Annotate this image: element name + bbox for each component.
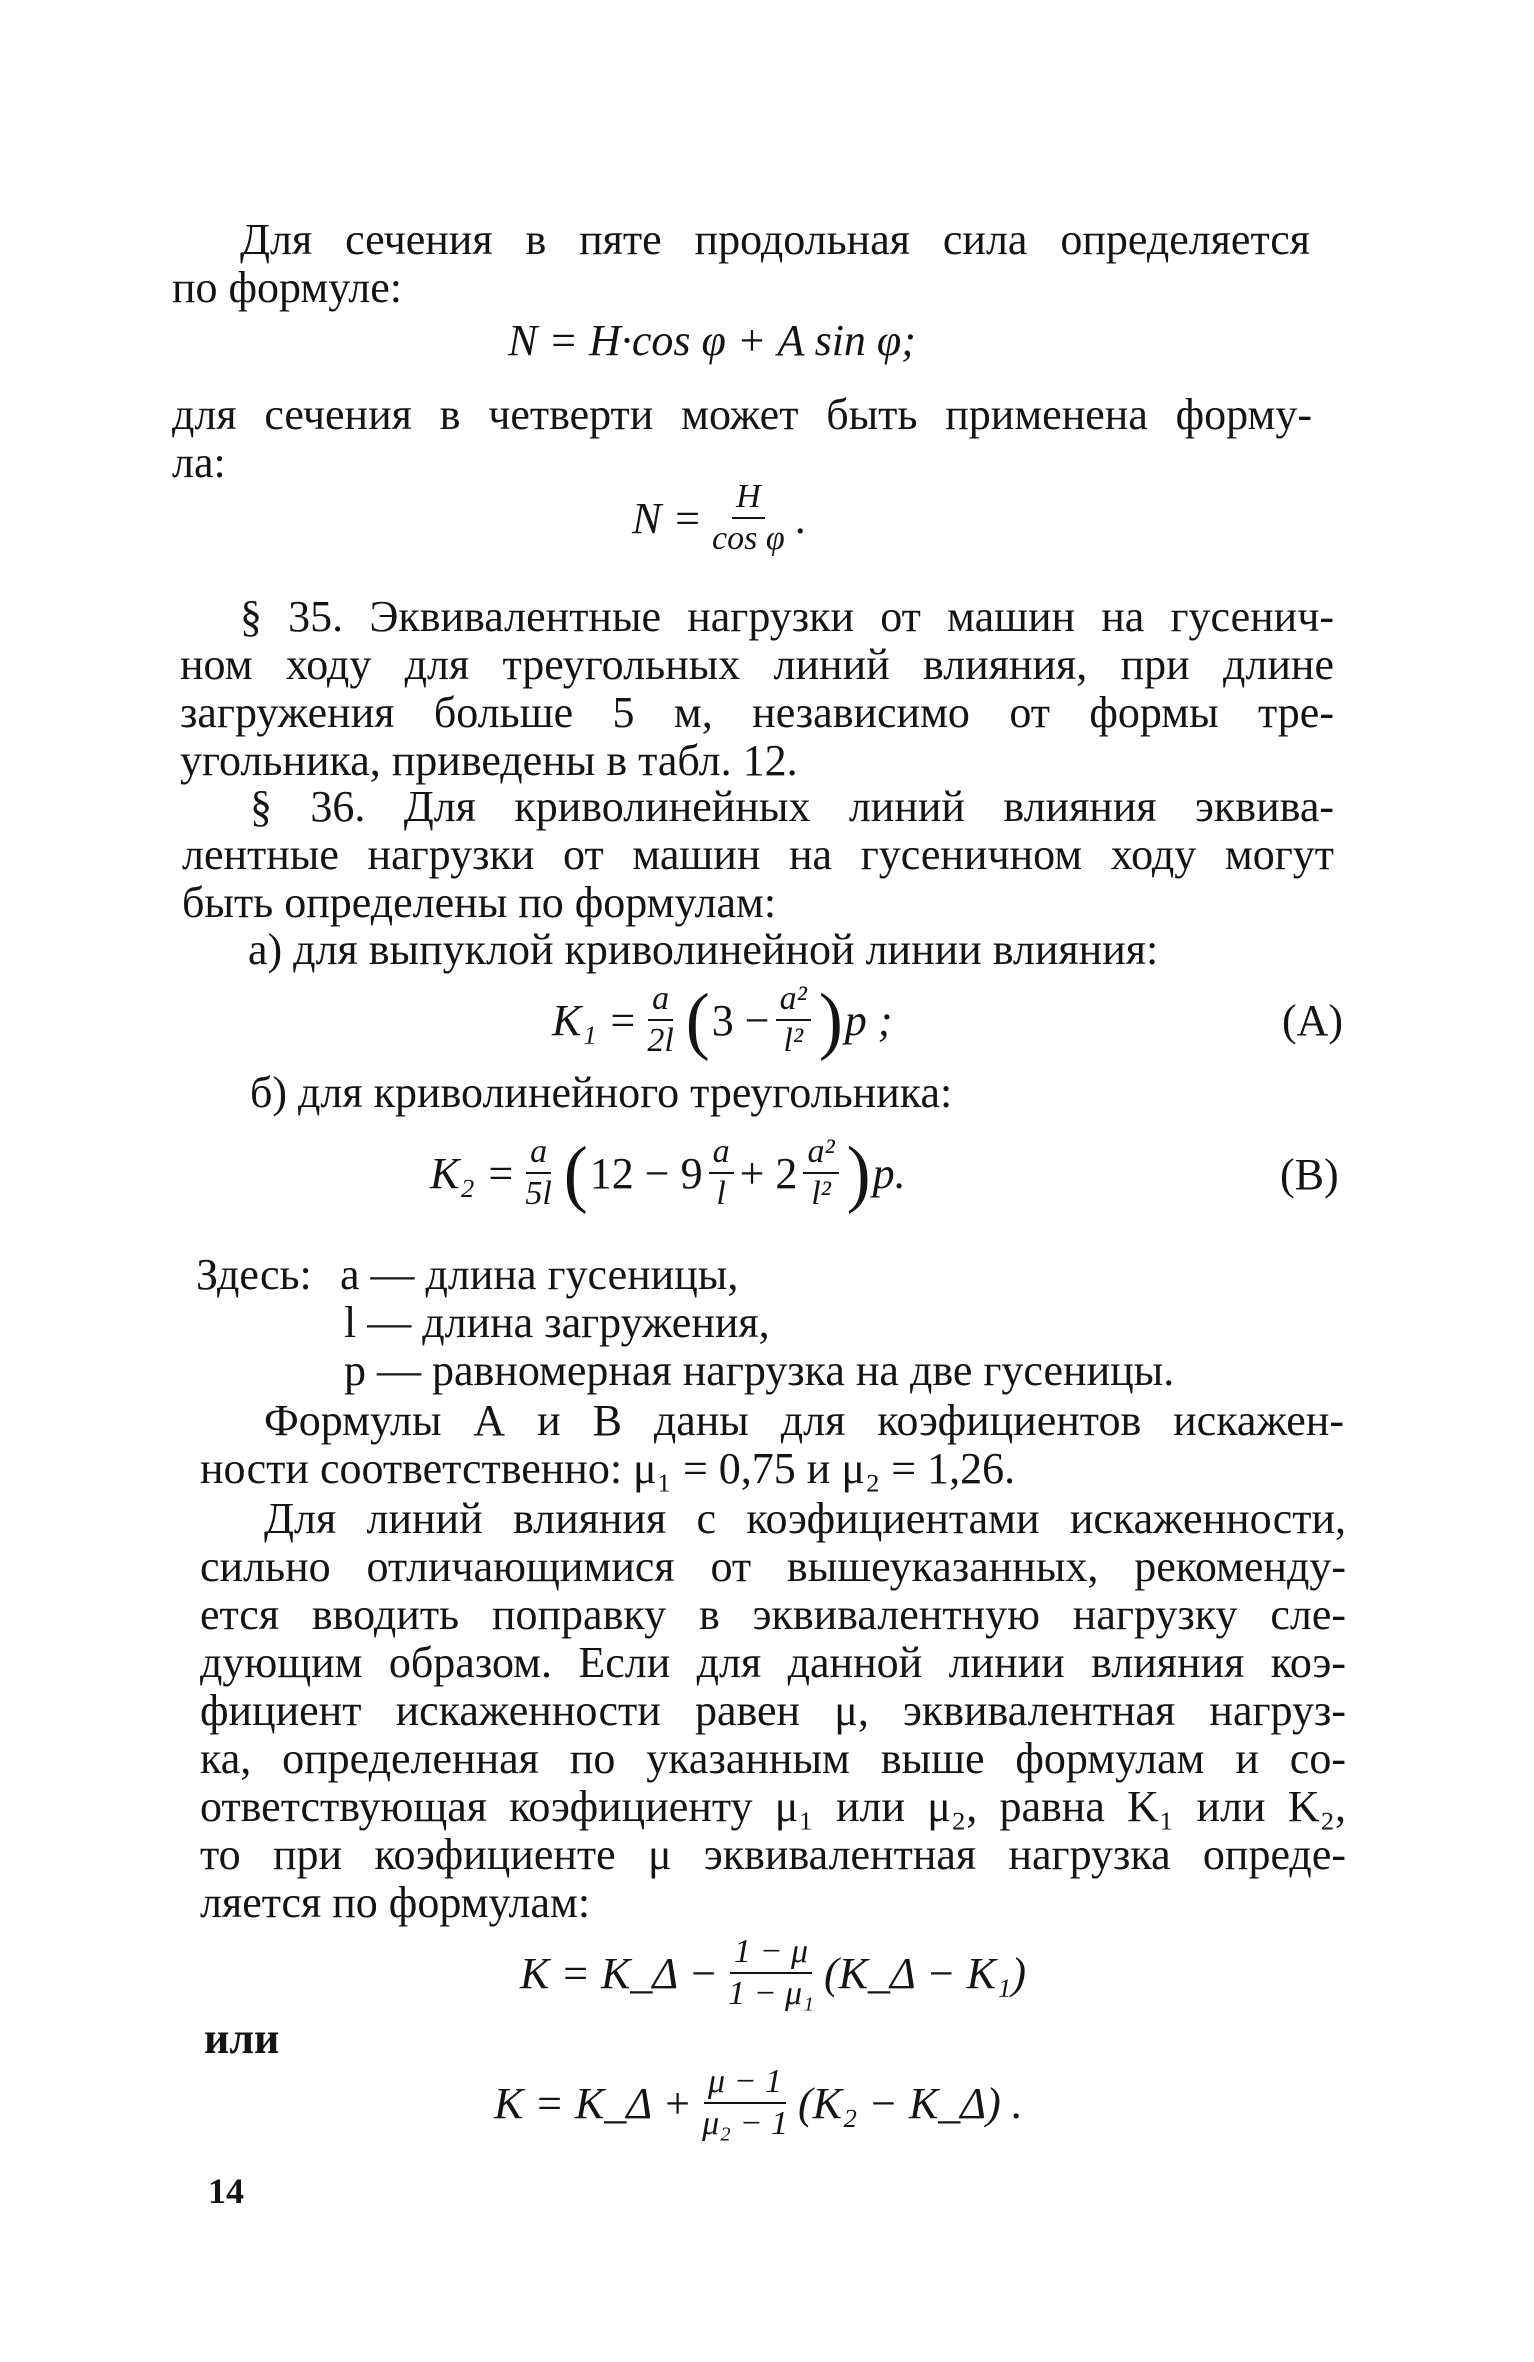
formula-c-fraction <box>724 1935 818 2011</box>
lines-para-4: дующим образом. Если для данной линии влияния коэ- <box>200 1638 1346 1687</box>
formula-a-open-paren: ( <box>685 978 710 1062</box>
lines-para-3: ется вводить поправку в эквивалентную нагрузку сле- <box>200 1590 1346 1639</box>
formula-c-numerator: 1 − μ <box>730 1935 812 1974</box>
formula-a-end: p ; <box>844 995 893 1045</box>
formula-b-fraction <box>521 1135 555 1211</box>
formula-a-close-paren: ) <box>818 978 843 1062</box>
formula-d-lhs: K = K_Δ + <box>494 2078 693 2128</box>
formula-b-inner-start: 12 − 9 <box>589 1148 703 1198</box>
p36-line-2: лентные нагрузки от машин на гусеничном ходу могут <box>182 830 1334 879</box>
formula-b-denominator: 5l <box>525 1175 552 1212</box>
or-word: или <box>204 2014 280 2063</box>
intro-line-2: по формуле: <box>172 263 403 312</box>
formula-d-denominator: μ₂ − 1 <box>702 2105 788 2142</box>
lines-para-6: ка, определенная по указанным выше формулам и со- <box>200 1734 1346 1783</box>
formula-a-inner-fraction <box>776 982 811 1058</box>
p35-line-4: угольника, приведены в табл. 12. <box>180 736 798 785</box>
formula-2 <box>632 468 806 568</box>
p36-line-3: быть определены по формулам: <box>182 878 777 927</box>
formula-c-rhs: (K_Δ − K₁) <box>823 1948 1026 1998</box>
p35-line-2: ном ходу для треугольных линий влияния, при длине <box>180 640 1334 689</box>
formula-b-close-paren: ) <box>846 1131 871 1215</box>
lines-para-8: то при коэфициенте μ эквивалентная нагрузка опреде- <box>200 1830 1346 1879</box>
formula-c-denominator: 1 − μ₁ <box>728 1975 814 2012</box>
formula-b-inner-denominator-1: l <box>716 1175 726 1212</box>
item-b: б) для криволинейного треугольника: <box>250 1068 953 1117</box>
lines-para-5: фициент искаженности равен μ, эквивалентная нагруз- <box>200 1686 1346 1735</box>
formula-b-inner-numerator-2: a² <box>803 1135 838 1174</box>
formula-a-label: (А) <box>1282 996 1344 1045</box>
formula-2-fraction <box>708 480 789 556</box>
formula-b-inner-denominator-2: l² <box>811 1175 831 1212</box>
item-a: а) для выпуклой криволинейной линии влияния: <box>248 925 1159 974</box>
formulas-line-2: ности соответственно: μ₁ = 0,75 и μ₂ = 1,26. <box>200 1444 1016 1493</box>
formula-b <box>430 1118 906 1228</box>
formula-d-numerator: μ − 1 <box>704 2065 786 2104</box>
p35-line-1: § 35. Эквивалентные нагрузки от машин на гусенич- <box>240 592 1334 641</box>
page-number: 14 <box>208 2171 244 2211</box>
formula-a <box>552 965 892 1075</box>
here-label: Здесь: <box>196 1250 312 1299</box>
formula-b-open-paren: ( <box>563 1131 588 1215</box>
formula-b-inner-fraction-2 <box>803 1135 838 1211</box>
formula-2-denominator: cos φ <box>712 520 785 557</box>
formula-b-inner-fraction-1 <box>709 1135 734 1211</box>
formula-2-numerator: H <box>732 480 765 519</box>
lines-para-2: сильно отличающимися от вышеуказанных, рекоменду- <box>200 1542 1346 1591</box>
formula-a-inner-denominator: l² <box>783 1022 804 1059</box>
formula-d-rhs: (K₂ − K_Δ) . <box>797 2078 1023 2128</box>
quarter-line-1: для сечения в четверти может быть применена форму- <box>172 390 1312 439</box>
quarter-line-2: ла: <box>172 438 226 487</box>
formula-a-numerator: a <box>648 982 673 1021</box>
formula-b-numerator: a <box>526 1135 551 1174</box>
formula-b-inner-numerator-1: a <box>709 1135 734 1174</box>
formula-c-lhs: K = K_Δ − <box>520 1948 719 1998</box>
intro-line-1: Для сечения в пяте продольная сила определяется <box>240 215 1310 264</box>
formula-2-lhs: N = <box>632 493 703 543</box>
definition-p: p — равномерная нагрузка на две гусеницы. <box>344 1346 1175 1395</box>
formula-a-inner-numerator: a² <box>776 982 811 1021</box>
formula-d-fraction <box>698 2065 792 2141</box>
formula-d <box>494 2048 1023 2158</box>
formula-a-fraction <box>643 982 677 1058</box>
formula-b-inner-mid: + 2 <box>739 1148 798 1198</box>
lines-para-1: Для линий влияния с коэфициентами искаженности, <box>264 1494 1346 1543</box>
definition-a: a — длина гусеницы, <box>340 1250 739 1299</box>
lines-para-9: ляется по формулам: <box>200 1878 591 1927</box>
definition-l: l — длина загружения, <box>344 1298 770 1347</box>
formula-a-inner-start: 3 − <box>711 995 770 1045</box>
formulas-line-1: Формулы А и В даны для коэфициентов искажен- <box>264 1396 1344 1445</box>
formula-b-label: (В) <box>1280 1150 1339 1199</box>
lines-para-7: ответствующая коэфициенту μ₁ или μ₂, равна K₁ или K₂, <box>200 1782 1346 1831</box>
formula-2-end: . <box>794 493 806 543</box>
formula-b-end: p. <box>872 1148 906 1198</box>
formula-a-denominator: 2l <box>647 1022 674 1059</box>
formula-b-lhs: K₂ = <box>430 1148 516 1198</box>
p36-line-1: § 36. Для криволинейных линий влияния эквива- <box>250 782 1334 831</box>
formula-1: N = H·cos φ + A sin φ; <box>508 315 916 365</box>
formula-a-lhs: K₁ = <box>552 995 638 1045</box>
formula-c <box>520 1918 1026 2028</box>
p35-line-3: загружения больше 5 м, независимо от формы тре- <box>180 688 1334 737</box>
